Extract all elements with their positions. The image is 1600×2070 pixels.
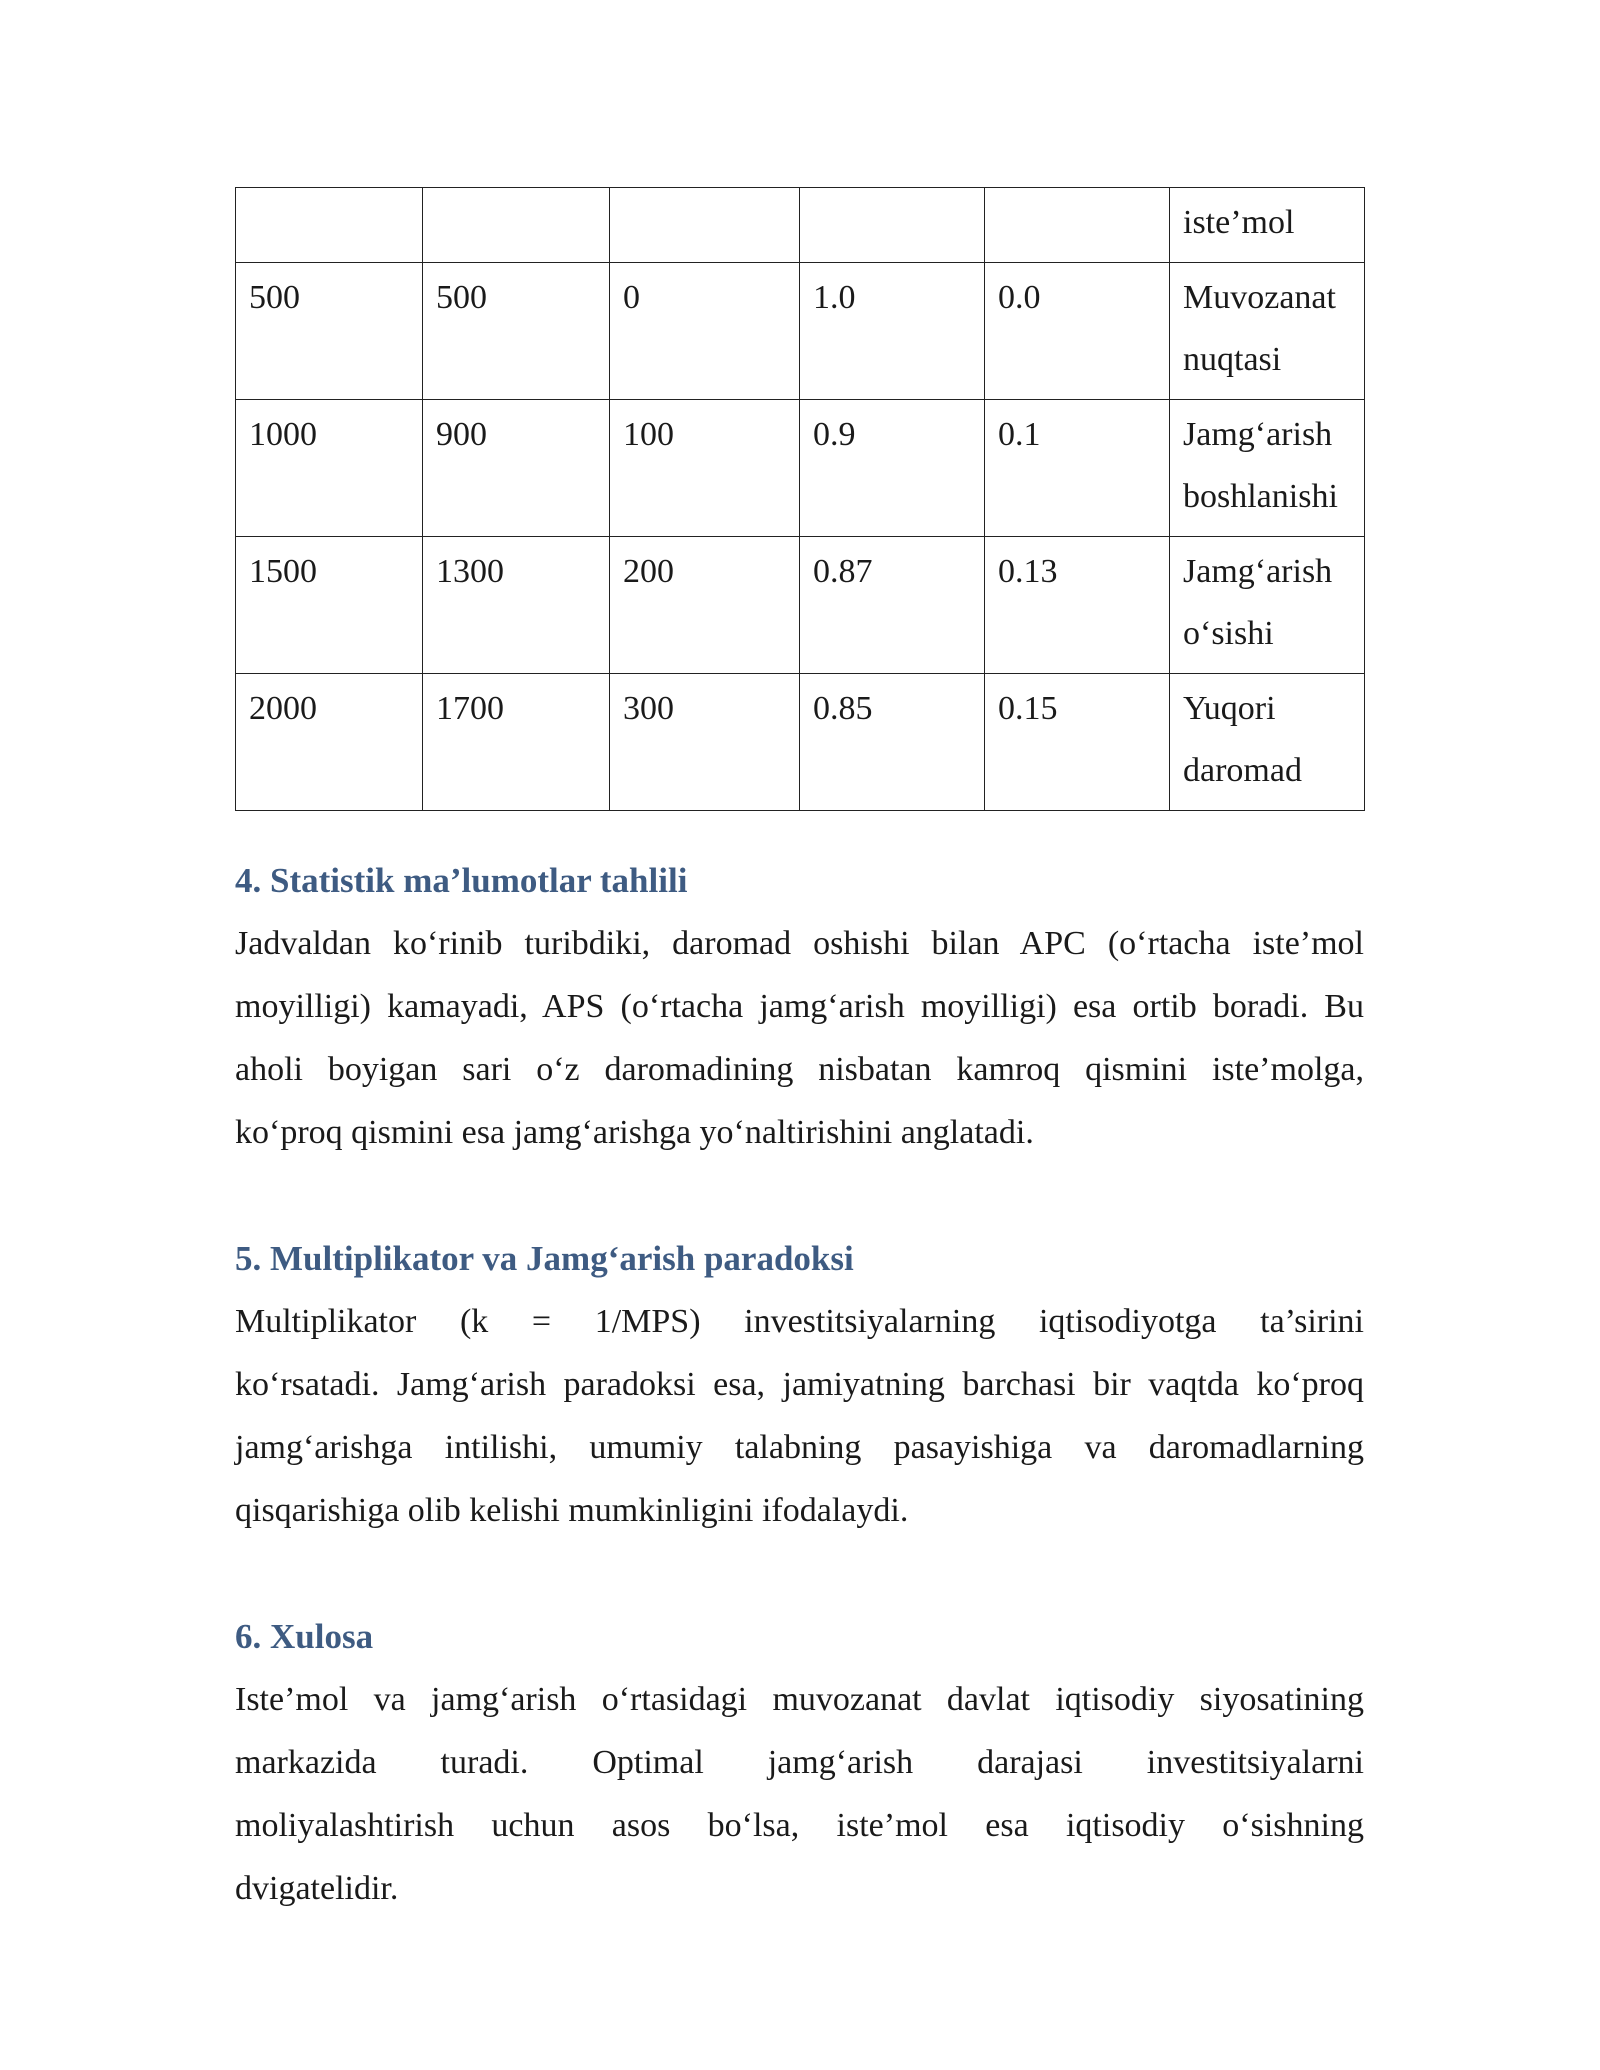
table-row (236, 537, 1365, 674)
paragraph-line: moyilligi) kamayadi, APS (o‘rtacha jamg‘arish moyilligi) esa ortib boradi. Bu (235, 988, 1364, 1025)
paragraph-line: ko‘proq qismini esa jamg‘arishga yo‘naltirishini anglatadi. (235, 1114, 1034, 1151)
table-row (236, 400, 1365, 537)
table-cell (610, 188, 800, 263)
table-cell: 200 (610, 537, 800, 674)
table-cell: 500 (236, 263, 423, 400)
table-cell: 500 (423, 263, 610, 400)
table-cell: 0.85 (800, 674, 985, 811)
paragraph-line: qisqarishiga olib kelishi mumkinligini ifodalaydi. (235, 1492, 909, 1529)
table-cell: 1500 (236, 537, 423, 674)
paragraph-line: moliyalashtirish uchun asos bo‘lsa, iste’mol esa iqtisodiy o‘sishning (235, 1807, 1364, 1844)
table-cell: 1.0 (800, 263, 985, 400)
table-cell: Muvozanat nuqtasi (1170, 263, 1365, 400)
section-statistics-analysis (235, 849, 1364, 1164)
table-row (236, 263, 1365, 400)
paragraph-line: aholi boyigan sari o‘z daromadining nisbatan kamroq qismini iste’molga, (235, 1051, 1364, 1088)
paragraph-line: jamg‘arishga intilishi, umumiy talabning pasayishiga va daromadlarning (235, 1429, 1364, 1466)
table-cell: 0 (610, 263, 800, 400)
table-cell: 0.1 (985, 400, 1170, 537)
table-cell: 2000 (236, 674, 423, 811)
table-cell: iste’mol (1170, 188, 1365, 263)
section-heading: 6. Xulosa (235, 1617, 374, 1656)
section-paragraph (235, 912, 1364, 1164)
section-paragraph (235, 1668, 1364, 1920)
table-cell: 0.9 (800, 400, 985, 537)
section-heading: 4. Statistik ma’lumotlar tahlili (235, 861, 688, 900)
table-cell: 1300 (423, 537, 610, 674)
paragraph-line: Jadvaldan ko‘rinib turibdiki, daromad oshishi bilan APC (o‘rtacha iste’mol (235, 925, 1364, 962)
table-cell (985, 188, 1170, 263)
section-paragraph (235, 1290, 1364, 1542)
section-heading: 5. Multiplikator va Jamg‘arish paradoksi (235, 1239, 854, 1278)
income-consumption-table (235, 187, 1365, 811)
table-cell: 1700 (423, 674, 610, 811)
paragraph-line: markazida turadi. Optimal jamg‘arish darajasi investitsiyalarni (235, 1744, 1364, 1781)
paragraph-line: ko‘rsatadi. Jamg‘arish paradoksi esa, jamiyatning barchasi bir vaqtda ko‘proq (235, 1366, 1364, 1403)
table-cell: 100 (610, 400, 800, 537)
table-cell: 300 (610, 674, 800, 811)
table-cell: 0.0 (985, 263, 1170, 400)
table-cell (236, 188, 423, 263)
table-cell (423, 188, 610, 263)
section-multiplier-paradox (235, 1227, 1364, 1542)
table-row (236, 674, 1365, 811)
table-cell: Jamg‘arish boshlanishi (1170, 400, 1365, 537)
table-cell: 1000 (236, 400, 423, 537)
table-cell (800, 188, 985, 263)
paragraph-line: Iste’mol va jamg‘arish o‘rtasidagi muvozanat davlat iqtisodiy siyosatining (235, 1681, 1364, 1718)
paragraph-line: dvigatelidir. (235, 1870, 399, 1907)
table-cell: Jamg‘arish o‘sishi (1170, 537, 1365, 674)
table-cell: 0.15 (985, 674, 1170, 811)
section-conclusion (235, 1605, 1364, 1920)
table-cell: 0.13 (985, 537, 1170, 674)
paragraph-line: Multiplikator (k = 1/MPS) investitsiyalarning iqtisodiyotga ta’sirini (235, 1303, 1364, 1340)
document-page (235, 187, 1364, 1920)
table-cell: Yuqori daromad (1170, 674, 1365, 811)
table-cell: 0.87 (800, 537, 985, 674)
table-row (236, 188, 1365, 263)
table-cell: 900 (423, 400, 610, 537)
